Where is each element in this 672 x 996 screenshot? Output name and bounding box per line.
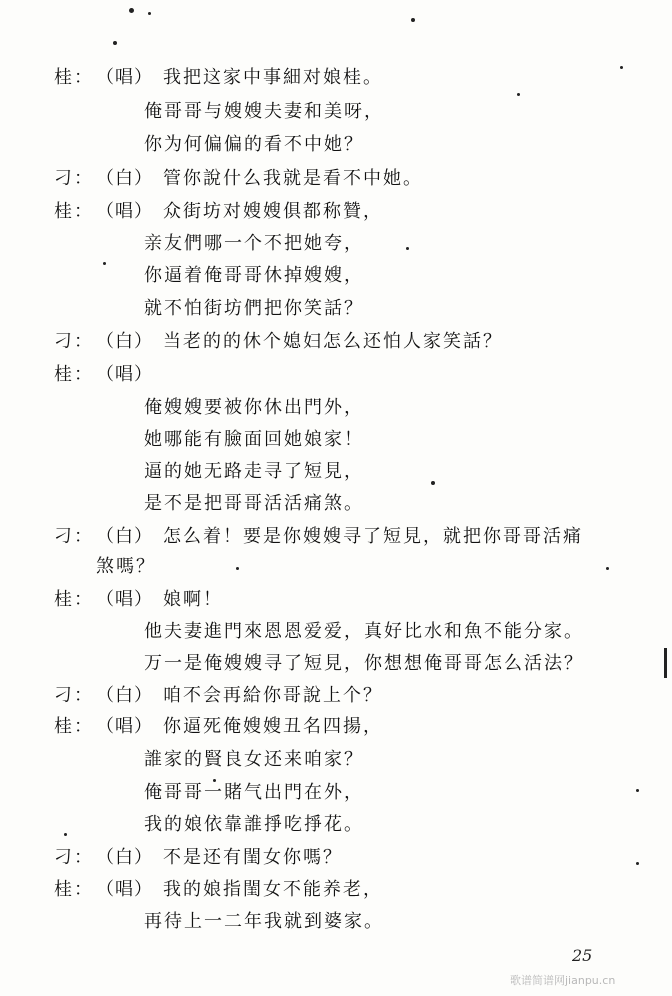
speaker-label: 桂： bbox=[54, 716, 94, 737]
line-text: 管你說什么我就是看不中她。 bbox=[163, 168, 423, 189]
speaker-label: 刁： bbox=[54, 331, 94, 352]
scan-speck bbox=[431, 481, 435, 485]
line-text: 是不是把哥哥活活痛煞。 bbox=[144, 493, 364, 514]
line-text: 娘啊！ bbox=[163, 589, 223, 610]
scan-speck bbox=[517, 93, 520, 96]
line-text: 你逼死俺嫂嫂丑名四揚， bbox=[163, 716, 383, 737]
line-text: 她哪能有臉面回她娘家！ bbox=[144, 429, 364, 450]
scan-speck bbox=[148, 12, 151, 15]
speaker-label: 桂： bbox=[54, 879, 94, 900]
line-text: 誰家的賢良女还来咱家？ bbox=[144, 749, 364, 770]
speaker-label: 桂： bbox=[54, 589, 94, 610]
scan-speck bbox=[64, 833, 67, 836]
scan-speck bbox=[406, 247, 409, 250]
scan-speck bbox=[213, 779, 216, 782]
line-text: 再待上一二年我就到婆家。 bbox=[144, 911, 384, 932]
scan-speck bbox=[236, 567, 239, 570]
scan-speck bbox=[103, 262, 106, 265]
line-text: 不是还有閨女你嗎？ bbox=[163, 847, 343, 868]
scan-speck bbox=[411, 18, 415, 22]
scan-speck bbox=[636, 789, 639, 792]
line-text: 我把这家中事細对娘桂。 bbox=[163, 67, 383, 88]
speaker-label: 桂： bbox=[54, 67, 94, 88]
line-text: 咱不会再給你哥說上个？ bbox=[163, 685, 383, 706]
line-text: 亲友們哪一个不把她夸， bbox=[144, 233, 364, 254]
mode-label: （白） bbox=[96, 526, 153, 547]
mode-label: （唱） bbox=[96, 589, 153, 610]
mode-label: （唱） bbox=[96, 716, 153, 737]
line-text: 煞嗎？ bbox=[96, 556, 156, 577]
line-text: 众街坊对嫂嫂俱都称贊， bbox=[163, 201, 383, 222]
mode-label: （白） bbox=[96, 168, 153, 189]
scan-margin-mark bbox=[664, 648, 667, 678]
line-text: 你为何偏偏的看不中她？ bbox=[144, 134, 364, 155]
speaker-label: 刁： bbox=[54, 526, 94, 547]
mode-label: （唱） bbox=[96, 364, 153, 385]
mode-label: （白） bbox=[96, 331, 153, 352]
watermark: 歌谱简谱网jianpu.cn bbox=[510, 974, 616, 987]
line-text: 当老的的休个媳妇怎么还怕人家笑話？ bbox=[163, 331, 503, 352]
line-text: 他夫妻進門來恩恩爱爱，真好比水和魚不能分家。 bbox=[144, 621, 584, 642]
scan-speck bbox=[620, 66, 623, 69]
line-text: 怎么着！要是你嫂嫂寻了短見，就把你哥哥活痛 bbox=[163, 526, 583, 547]
mode-label: （唱） bbox=[96, 201, 153, 222]
line-text: 你逼着俺哥哥休掉嫂嫂， bbox=[144, 265, 364, 286]
speaker-label: 桂： bbox=[54, 364, 94, 385]
speaker-label: 桂： bbox=[54, 201, 94, 222]
line-text: 俺哥哥与嫂嫂夫妻和美呀， bbox=[144, 101, 384, 122]
line-text: 俺嫂嫂要被你休出門外， bbox=[144, 397, 364, 418]
mode-label: （唱） bbox=[96, 67, 153, 88]
line-text: 我的娘依靠誰掙吃掙花。 bbox=[144, 814, 364, 835]
mode-label: （白） bbox=[96, 847, 153, 868]
speaker-label: 刁： bbox=[54, 168, 94, 189]
line-text: 俺哥哥一賭气出門在外， bbox=[144, 782, 364, 803]
speaker-label: 刁： bbox=[54, 685, 94, 706]
scan-speck bbox=[636, 862, 639, 865]
scan-speck bbox=[129, 8, 134, 13]
mode-label: （唱） bbox=[96, 879, 153, 900]
mode-label: （白） bbox=[96, 685, 153, 706]
line-text: 我的娘指閨女不能养老， bbox=[163, 879, 383, 900]
scan-speck bbox=[606, 567, 609, 570]
page-number: 25 bbox=[572, 946, 593, 965]
speaker-label: 刁： bbox=[54, 847, 94, 868]
line-text: 万一是俺嫂嫂寻了短見，你想想俺哥哥怎么活法？ bbox=[144, 653, 584, 674]
line-text: 逼的她无路走寻了短見， bbox=[144, 461, 364, 482]
scan-speck bbox=[113, 41, 117, 45]
line-text: 就不怕街坊們把你笑話？ bbox=[144, 298, 364, 319]
